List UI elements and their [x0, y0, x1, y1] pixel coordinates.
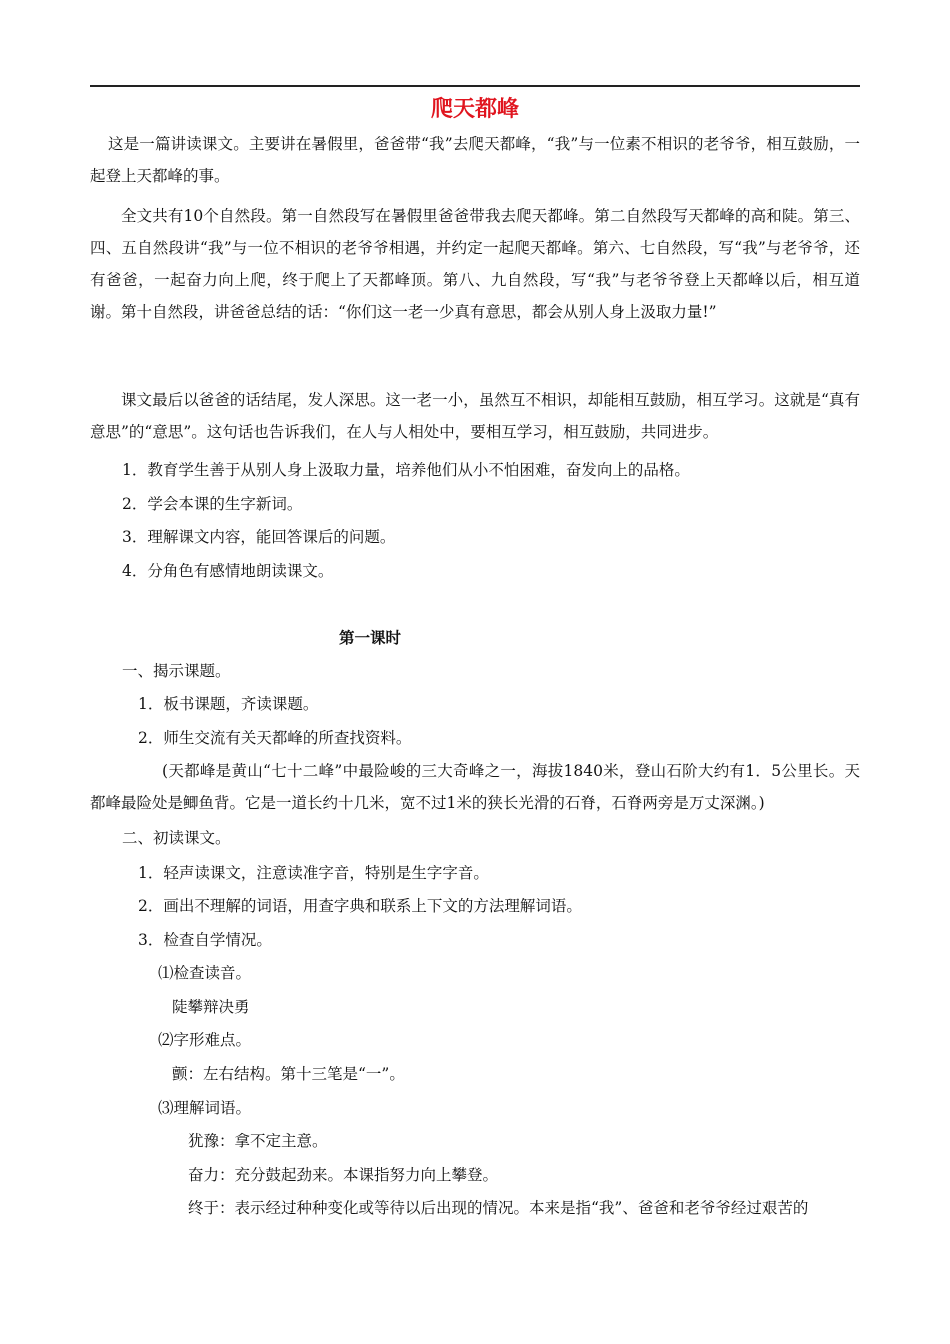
part1-label: 一、揭示课题。 — [122, 662, 231, 680]
part1-item-2: 2．师生交流有关天都峰的所查找资料。 — [138, 729, 412, 747]
part2-label: 二、初读课文。 — [122, 829, 231, 847]
part2-item-1: 1．轻声读课文，注意读准字音，特别是生字字音。 — [138, 864, 489, 882]
sub1-label: ⑴检查读音。 — [158, 964, 252, 982]
sub1-words: 陡攀辩决勇 — [172, 998, 250, 1016]
vocab-item-2: 奋力：充分鼓起劲来。本课指努力向上攀登。 — [188, 1166, 499, 1184]
intro-paragraph-2: 全文共有10个自然段。第一自然段写在暑假里爸爸带我去爬天都峰。第二自然段写天都峰的高和陡。第三、四、五自然段讲“我”与一位不相识的老爷爷相遇，并约定一起爬天都峰。第六、七自然段，写“我”与老爷爷，还有爸爸，一起奋力向上爬，终于爬上了天都峰顶。第八、九自然段，写“我”与老爷爷登上天都峰以后，相互道谢。第十自然段，讲爸爸总结的话：“你们这一老一少真有意思，都会从别人身上汲取力量!” — [90, 207, 860, 321]
vocab-item-1: 犹豫：拿不定主意。 — [188, 1132, 328, 1150]
sub2-label: ⑵字形难点。 — [158, 1031, 252, 1049]
intro-paragraph-3: 课文最后以爸爸的话结尾，发人深思。这一老一小，虽然互不相识，却能相互鼓励，相互学习。这就是“真有意思”的“意思”。这句话也告诉我们，在人与人相处中，要相互学习，相互鼓励，共同进步。 — [90, 391, 860, 441]
vocab-item-3: 终于：表示经过种种变化或等待以后出现的情况。本来是指“我”、爸爸和老爷爷经过艰苦的 — [188, 1199, 809, 1217]
sub2-text: 颤：左右结构。第十三笔是“一”。 — [172, 1065, 405, 1083]
goal-item-4: 4．分角色有感情地朗读课文。 — [122, 562, 334, 580]
sub3-label: ⑶理解词语。 — [158, 1099, 252, 1117]
page-title: 爬天都峰 — [430, 97, 519, 122]
goal-item-3: 3．理解课文内容，能回答课后的问题。 — [122, 528, 396, 546]
intro-paragraph-1: 这是一篇讲读课文。主要讲在暑假里，爸爸带“我”去爬天都峰，“我”与一位素不相识的老爷爷，相互鼓励，一起登上天都峰的事。 — [90, 135, 860, 185]
goal-item-2: 2．学会本课的生字新词。 — [122, 495, 303, 513]
part1-item-1: 1．板书课题，齐读课题。 — [138, 695, 319, 713]
part1-note: (天都峰是黄山“七十二峰”中最险峻的三大奇峰之一，海拔1840米，登山石阶大约有1．5公里长。天都峰最险处是鲫鱼背。它是一道长约十几米，宽不过1米的狭长光滑的石脊，石脊两旁是万丈深渊。) — [90, 762, 860, 812]
part2-item-2: 2．画出不理解的词语，用查字典和联系上下文的方法理解词语。 — [138, 897, 582, 915]
goal-item-1: 1．教育学生善于从别人身上汲取力量，培养他们从小不怕困难，奋发向上的品格。 — [122, 461, 690, 479]
part2-item-3: 3．检查自学情况。 — [138, 931, 272, 949]
header-rule — [90, 85, 860, 87]
section-heading: 第一课时 — [338, 629, 401, 647]
